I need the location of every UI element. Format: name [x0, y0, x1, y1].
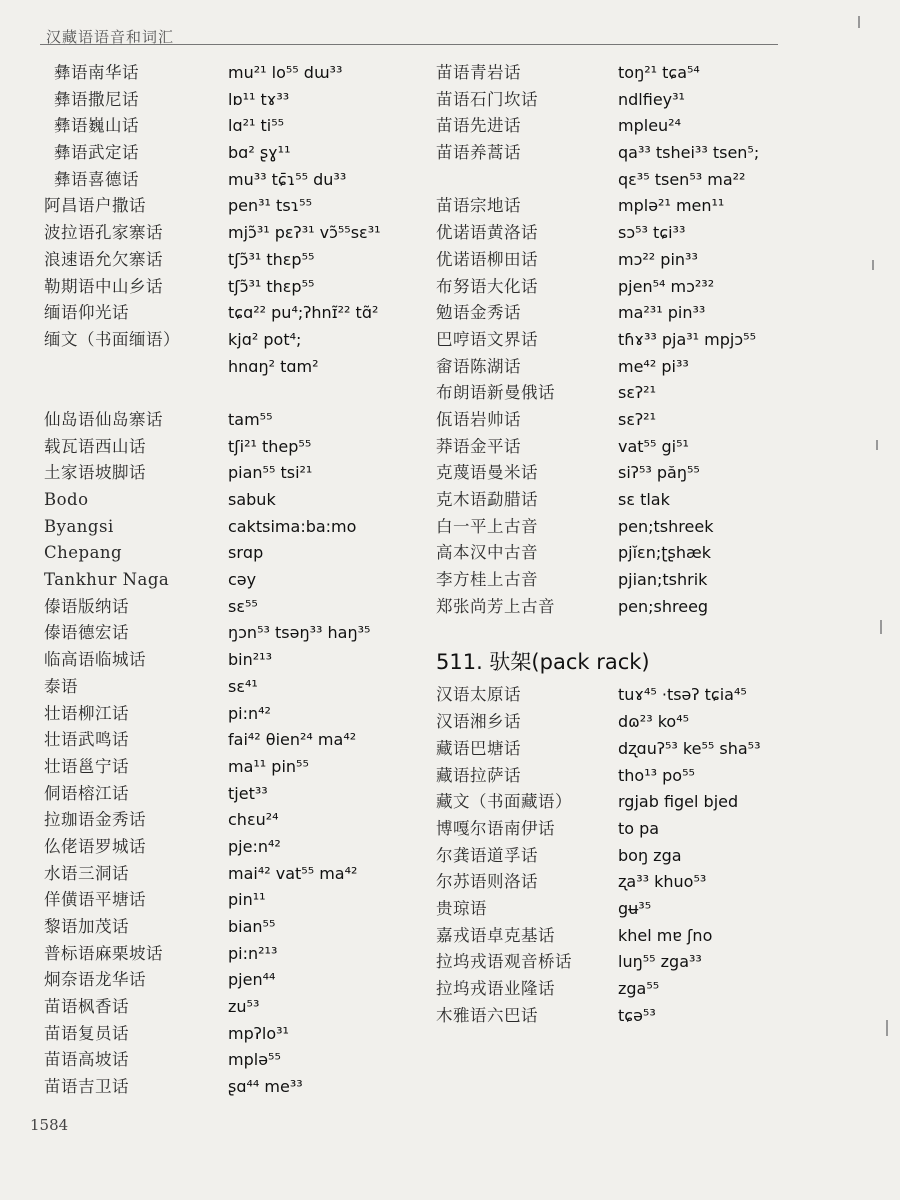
phonetic-form: tam⁵⁵ [228, 409, 273, 429]
entry-row [436, 594, 826, 621]
phonetic-form: ma²³¹ pin³³ [618, 303, 706, 323]
entry-row [44, 327, 424, 354]
entry-row [44, 247, 424, 274]
language-name: 载瓦语西山话 [44, 436, 146, 456]
language-name: 壮语武鸣话 [44, 730, 129, 750]
language-name: 畲语陈湖话 [436, 356, 521, 376]
entry-row [44, 701, 424, 728]
language-name: 彝语武定话 [54, 143, 139, 163]
phonetic-form: pin¹¹ [228, 890, 266, 910]
phonetic-form: lɑ²¹ ti⁵⁵ [228, 116, 285, 136]
entry-row [436, 113, 826, 140]
margin-mark [872, 260, 874, 270]
phonetic-form: mpʔlo³¹ [228, 1023, 289, 1043]
phonetic-form: ma¹¹ pin⁵⁵ [228, 756, 309, 776]
language-name: 苗语吉卫话 [44, 1077, 129, 1097]
entry-row [436, 682, 826, 709]
language-name: 缅文（书面缅语） [44, 329, 180, 349]
language-name: 彝语撒尼话 [54, 89, 139, 109]
phonetic-form: mɔ²² pin³³ [618, 249, 698, 269]
language-name: 布朗语新曼俄话 [436, 383, 555, 403]
entry-row [436, 896, 826, 923]
phonetic-form: pje:n⁴² [228, 836, 281, 856]
entry-row [44, 487, 424, 514]
phonetic-form: mplə⁵⁵ [228, 1050, 281, 1070]
entry-row [436, 869, 826, 896]
entry-row [44, 300, 424, 327]
phonetic-form: pen³¹ tsɿ⁵⁵ [228, 196, 312, 216]
language-name: 莽语金平话 [436, 436, 521, 456]
language-name: 炯奈语龙华话 [44, 970, 146, 990]
phonetic-form: hnɑŋ² tɑm² [228, 356, 319, 376]
language-name: 佯僙语平塘话 [44, 890, 146, 910]
entry-row [436, 567, 826, 594]
phonetic-form: bin²¹³ [228, 650, 272, 670]
phonetic-form: tɕɑ²² pu⁴;ʔhnɪ̃²² tɑ̃² [228, 303, 379, 323]
phonetic-form: pjĭɛn;ʈʂhæk [618, 543, 711, 563]
phonetic-form: tɦɤ³³ pja³¹ mpjɔ⁵⁵ [618, 329, 756, 349]
entry-row [436, 167, 826, 194]
entry-row [44, 113, 424, 140]
entry-row [44, 220, 424, 247]
entry-row [436, 380, 826, 407]
entry-row [44, 380, 424, 407]
language-name: 泰语 [44, 676, 78, 696]
phonetic-form: sɛ⁵⁵ [228, 596, 258, 616]
language-name: 苗语枫香话 [44, 997, 129, 1017]
entry-row [436, 540, 826, 567]
entry-row [44, 193, 424, 220]
entry-row [436, 709, 826, 736]
entry-row [436, 220, 826, 247]
phonetic-form: ŋɔn⁵³ tsəŋ³³ haŋ³⁵ [228, 623, 371, 643]
entry-row [44, 434, 424, 461]
phonetic-form: vat⁵⁵ gi⁵¹ [618, 436, 689, 456]
entry-row [44, 514, 424, 541]
entry-row [44, 674, 424, 701]
language-name: Tankhur Naga [44, 570, 170, 590]
entry-row [44, 834, 424, 861]
entry-row [436, 736, 826, 763]
phonetic-form: sɔ⁵³ tɕi³³ [618, 223, 686, 243]
entry-row [436, 763, 826, 790]
entry-row [436, 87, 826, 114]
language-name: 苗语青岩话 [436, 63, 521, 82]
language-name: 普标语麻栗坡话 [44, 943, 163, 963]
entry-row [44, 1074, 424, 1101]
entry-row [44, 1047, 424, 1074]
language-name: 郑张尚芳上古音 [436, 596, 555, 616]
margin-mark [886, 1020, 888, 1036]
right-column-bottom [436, 682, 826, 1029]
entry-row [44, 140, 424, 167]
phonetic-form: tʃɔ̃³¹ thɛp⁵⁵ [228, 249, 315, 269]
phonetic-form: dɷ²³ ko⁴⁵ [618, 712, 690, 732]
phonetic-form: pen;tshreek [618, 516, 714, 536]
entry-row [44, 941, 424, 968]
phonetic-form: tɕə⁵³ [618, 1005, 656, 1025]
entry-row [44, 807, 424, 834]
language-name: 藏语巴塘话 [436, 738, 521, 758]
language-name: 苗语高坡话 [44, 1050, 129, 1070]
entry-row [44, 60, 424, 87]
entry-row [44, 994, 424, 1021]
margin-mark [880, 620, 882, 634]
language-name: 侗语榕江话 [44, 783, 129, 803]
phonetic-form: mplə²¹ men¹¹ [618, 196, 725, 216]
language-name: Bodo [44, 490, 89, 509]
entry-row [436, 193, 826, 220]
entry-row [44, 354, 424, 381]
language-name: 仙岛语仙岛寨话 [44, 409, 163, 429]
language-name: 阿昌语户撒话 [44, 196, 146, 216]
phonetic-form: qa³³ tshei³³ tsen⁵; [618, 143, 760, 163]
phonetic-form: toŋ²¹ tɕa⁵⁴ [618, 63, 700, 82]
phonetic-form: dʐɑuʔ⁵³ ke⁵⁵ sha⁵³ [618, 738, 761, 758]
language-name: 佤语岩帅话 [436, 409, 521, 429]
phonetic-form: sabuk [228, 490, 276, 509]
entry-row [436, 354, 826, 381]
phonetic-form: cəy [228, 570, 257, 590]
entry-row [44, 1021, 424, 1048]
language-name: 优诺语黄洛话 [436, 223, 538, 243]
entry-row [436, 487, 826, 514]
page-number: 1584 [30, 1116, 69, 1134]
phonetic-form: tʃɔ̃³¹ thɛp⁵⁵ [228, 276, 315, 296]
entry-row [44, 861, 424, 888]
phonetic-form: luŋ⁵⁵ zga³³ [618, 952, 702, 972]
language-name: 壮语邕宁话 [44, 756, 129, 776]
phonetic-form: mu²¹ lo⁵⁵ dɯ³³ [228, 63, 343, 82]
margin-mark [876, 440, 878, 450]
phonetic-form: tho¹³ po⁵⁵ [618, 765, 695, 785]
language-name: 彝语喜德话 [54, 169, 139, 189]
phonetic-form: pian⁵⁵ tsi²¹ [228, 463, 313, 483]
language-name: 勉语金秀话 [436, 303, 521, 323]
language-name: 汉语湘乡话 [436, 712, 521, 732]
entry-row [436, 816, 826, 843]
language-name: 波拉语孔家寨话 [44, 223, 163, 243]
phonetic-form: pen;shreeg [618, 596, 709, 616]
language-name: 拉坞戎语观音桥话 [436, 952, 572, 972]
entry-row [436, 327, 826, 354]
language-name: 拉坞戎语业隆话 [436, 979, 555, 998]
entry-row [44, 914, 424, 941]
entry-row [436, 300, 826, 327]
entry-row [44, 87, 424, 114]
language-name: 苗语先进话 [436, 116, 521, 136]
language-name: 藏文（书面藏语） [436, 792, 572, 812]
entry-row [436, 949, 826, 976]
language-name: 木雅语六巴话 [436, 1005, 538, 1025]
phonetic-form: to pa [618, 818, 660, 838]
language-name: 高本汉中古音 [436, 543, 538, 563]
entry-row [44, 887, 424, 914]
header-rule [40, 44, 778, 45]
phonetic-form: zu⁵³ [228, 997, 260, 1017]
phonetic-form: pi:n⁴² [228, 703, 271, 723]
language-name: 汉语太原话 [436, 685, 521, 705]
phonetic-form: mpleu²⁴ [618, 116, 681, 136]
phonetic-form: sɛʔ²¹ [618, 383, 656, 403]
language-name: 布努语大化话 [436, 276, 538, 296]
section-title: 511. 驮架(pack rack) [436, 650, 650, 675]
entry-row [44, 781, 424, 808]
entry-row [436, 60, 826, 87]
phonetic-form: me⁴² pi³³ [618, 356, 689, 376]
phonetic-form: ʐa³³ khuo⁵³ [618, 872, 707, 892]
phonetic-form: boŋ zga [618, 845, 682, 865]
right-column-top [436, 60, 826, 620]
phonetic-form: sɛʔ²¹ [618, 409, 656, 429]
entry-row [436, 140, 826, 167]
phonetic-form: tuɤ⁴⁵ ·tsəʔ tɕia⁴⁵ [618, 685, 747, 705]
language-name: 藏语拉萨话 [436, 765, 521, 785]
phonetic-form: sɛ⁴¹ [228, 676, 258, 696]
phonetic-form: lɒ¹¹ tɤ³³ [228, 89, 290, 109]
phonetic-form: rgjab figel bjed [618, 792, 739, 812]
entry-row [436, 460, 826, 487]
language-name: 黎语加茂话 [44, 917, 129, 936]
phonetic-form: caktsima:ba:mo [228, 516, 357, 536]
language-name: 苗语复员话 [44, 1023, 129, 1043]
language-name: 土家语坡脚话 [44, 463, 146, 483]
entry-row [44, 407, 424, 434]
language-name: 拉珈语金秀话 [44, 810, 146, 830]
language-name: 仫佬语罗城话 [44, 836, 146, 856]
margin-mark [858, 16, 860, 28]
language-name: 缅语仰光话 [44, 303, 129, 323]
phonetic-form: qɛ³⁵ tsen⁵³ ma²² [618, 169, 746, 189]
entry-row [44, 754, 424, 781]
phonetic-form: siʔ⁵³ păŋ⁵⁵ [618, 463, 700, 483]
phonetic-form: chɛu²⁴ [228, 810, 279, 830]
language-name: 优诺语柳田话 [436, 249, 538, 269]
language-name: 浪速语允欠寨话 [44, 249, 163, 269]
entry-row [436, 247, 826, 274]
language-name: 巴哼语文界话 [436, 329, 538, 349]
entry-row [436, 407, 826, 434]
entry-row [436, 843, 826, 870]
language-name: 贵琼语 [436, 898, 487, 918]
entry-row [44, 167, 424, 194]
phonetic-form: gʉ³⁵ [618, 898, 652, 918]
language-name: Chepang [44, 543, 123, 563]
phonetic-form: pjen⁴⁴ [228, 970, 276, 990]
entry-row [436, 274, 826, 301]
language-name: 彝语南华话 [54, 63, 139, 82]
phonetic-form: bɑ² ʂɣ¹¹ [228, 143, 291, 163]
phonetic-form: pjen⁵⁴ mɔ²³² [618, 276, 715, 296]
phonetic-form: khel mɐ ʃno [618, 925, 713, 945]
entry-row [436, 434, 826, 461]
language-name: 壮语柳江话 [44, 703, 129, 723]
language-name: 水语三洞话 [44, 863, 129, 883]
language-name: 勒期语中山乡话 [44, 276, 163, 296]
right-column [436, 60, 826, 1029]
phonetic-form: mai⁴² vat⁵⁵ ma⁴² [228, 863, 358, 883]
language-name: 白一平上古音 [436, 516, 538, 536]
phonetic-form: mu³³ tɕ̄ɿ⁵⁵ du³³ [228, 169, 347, 189]
phonetic-form: kjɑ² pot⁴; [228, 329, 302, 349]
phonetic-form: ʂɑ⁴⁴ me³³ [228, 1077, 303, 1097]
phonetic-form: ndlfiey³¹ [618, 89, 685, 109]
language-name: 傣语版纳话 [44, 596, 129, 616]
language-name: 李方桂上古音 [436, 570, 538, 590]
phonetic-form: srɑp [228, 543, 264, 563]
language-name: 博嘎尔语南伊话 [436, 818, 555, 838]
language-name: 临高语临城话 [44, 650, 146, 670]
phonetic-form: tʃi²¹ thep⁵⁵ [228, 436, 312, 456]
language-name: 尔苏语则洛话 [436, 872, 538, 892]
entry-row [44, 727, 424, 754]
phonetic-form: sɛ tlak [618, 490, 670, 509]
entry-row [436, 923, 826, 950]
entry-row [436, 976, 826, 1003]
phonetic-form: pi:n²¹³ [228, 943, 278, 963]
phonetic-form: pjian;tshrik [618, 570, 708, 590]
phonetic-form: tjet³³ [228, 783, 268, 803]
language-name: Byangsi [44, 516, 114, 536]
entry-row [436, 789, 826, 816]
phonetic-form: bian⁵⁵ [228, 917, 276, 936]
language-name: 苗语养蒿话 [436, 143, 521, 163]
language-name: 克蔑语曼米话 [436, 463, 538, 483]
phonetic-form: mjɔ̃³¹ pɛʔ³¹ vɔ̃⁵⁵sɛ³¹ [228, 223, 381, 243]
entry-row [44, 594, 424, 621]
entry-row [44, 967, 424, 994]
language-name: 傣语德宏话 [44, 623, 129, 643]
phonetic-form: fai⁴² θien²⁴ ma⁴² [228, 730, 357, 750]
entry-row [44, 540, 424, 567]
language-name: 尔龚语道孚话 [436, 845, 538, 865]
phonetic-form: zga⁵⁵ [618, 979, 660, 998]
entry-row [44, 274, 424, 301]
entry-row [44, 460, 424, 487]
language-name: 苗语石门坎话 [436, 89, 538, 109]
language-name: 嘉戎语卓克基话 [436, 925, 555, 945]
entry-row [44, 647, 424, 674]
entry-row [436, 514, 826, 541]
language-name: 苗语宗地话 [436, 196, 521, 216]
language-name: 克木语勐腊话 [436, 490, 538, 509]
header-title: 汉藏语语音和词汇 [46, 28, 175, 46]
left-column [44, 60, 424, 1101]
entry-row [44, 567, 424, 594]
language-name: 彝语巍山话 [54, 116, 139, 136]
entry-row [436, 1003, 826, 1030]
entry-row [44, 620, 424, 647]
